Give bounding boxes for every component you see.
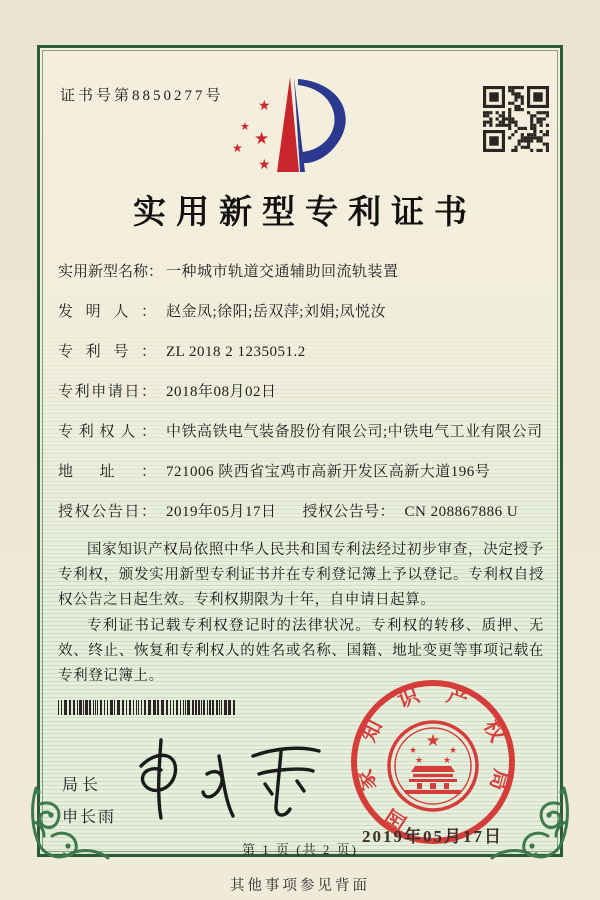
field-value: 2019年05月17日: [166, 504, 277, 520]
field-label: 专利权人：: [58, 424, 156, 440]
field-value: 721006 陕西省宝鸡市高新开发区高新大道196号: [166, 464, 491, 480]
logo-star-icon: ★: [258, 99, 271, 114]
field-label: 发明人：: [58, 304, 156, 320]
seal-date: 2019年05月17日: [362, 827, 503, 846]
field-value: ZL 2018 2 1235051.2: [166, 344, 306, 360]
field-label: 专利号：: [58, 344, 156, 360]
logo-star-icon: ★: [258, 158, 271, 173]
field-grant-info: [58, 500, 548, 540]
legal-paragraph-2: 专利证书记载专利权登记时的法律状况。专利权的转移、质押、无效、终止、恢复和专利权人的姓名或名称、国籍、地址变更等事项记载在专利登记簿上。: [58, 617, 544, 685]
svg-text:★: ★: [425, 731, 441, 750]
certificate-title: 实用新型专利证书: [133, 195, 477, 231]
field-patent-number: [58, 340, 548, 380]
legal-paragraph-1: 国家知识产权局依照中华人民共和国专利法经过初步审查，决定授予专利权，颁发实用新型专利证书并在专利登记簿上予以登记。专利权自授权公告之日起生效。专利权期限为十年，自申请日起算。: [58, 542, 544, 609]
field-value: 2018年08月02日: [166, 384, 277, 400]
svg-text:★: ★: [408, 745, 418, 755]
field-inventors: [58, 300, 548, 340]
field-value: 赵金凤;徐阳;岳双萍;刘娟;凤悦汝: [166, 304, 387, 320]
page-number: 第 1 页 (共 2 页): [242, 842, 358, 857]
field-label: 专利申请日：: [58, 384, 156, 400]
seal-char: 权: [479, 715, 510, 746]
seal-char: 产: [443, 682, 472, 713]
logo-star-icon: ★: [254, 129, 270, 148]
commissioner-name: 申长雨: [62, 809, 117, 826]
svg-text:★: ★: [414, 755, 424, 765]
seal-char: 国: [380, 804, 411, 836]
field-address: [58, 460, 548, 500]
legal-text: [58, 538, 544, 689]
signature-icon: [115, 722, 330, 830]
logo-star-icon: ★: [232, 141, 243, 155]
qr-code: [483, 86, 549, 152]
seal-char: 家: [352, 766, 381, 794]
field-value: CN 208867886 U: [404, 504, 519, 520]
seal-char: 知: [356, 715, 387, 746]
seal-char: 局: [485, 766, 514, 794]
field-patentee: [58, 420, 548, 460]
field-value: 中铁高铁电气装备股份有限公司;中铁电气工业有限公司: [166, 424, 543, 440]
field-utility-model-name: [58, 260, 548, 300]
field-label: 实用新型名称：: [58, 264, 164, 280]
commissioner-title: 局长: [62, 777, 103, 794]
seal-char: 识: [394, 682, 423, 713]
back-side-note: 其他事项参见背面: [230, 878, 370, 894]
national-emblem-icon: [389, 722, 477, 810]
field-label: 授权公告号：: [302, 504, 395, 520]
svg-text:★: ★: [448, 745, 458, 755]
field-value: 一种城市轨道交通辅助回流轨装置: [166, 264, 399, 280]
field-label: 授权公告日：: [58, 504, 156, 520]
field-list: [58, 260, 548, 540]
certificate-number: 证书号第8850277号: [60, 88, 224, 104]
barcode: [58, 700, 240, 715]
svg-text:★: ★: [442, 755, 452, 765]
field-label: 地址：: [58, 464, 156, 480]
field-filing-date: [58, 380, 548, 420]
logo-star-icon: ★: [240, 121, 250, 133]
cnipa-logo-icon: [228, 72, 368, 182]
